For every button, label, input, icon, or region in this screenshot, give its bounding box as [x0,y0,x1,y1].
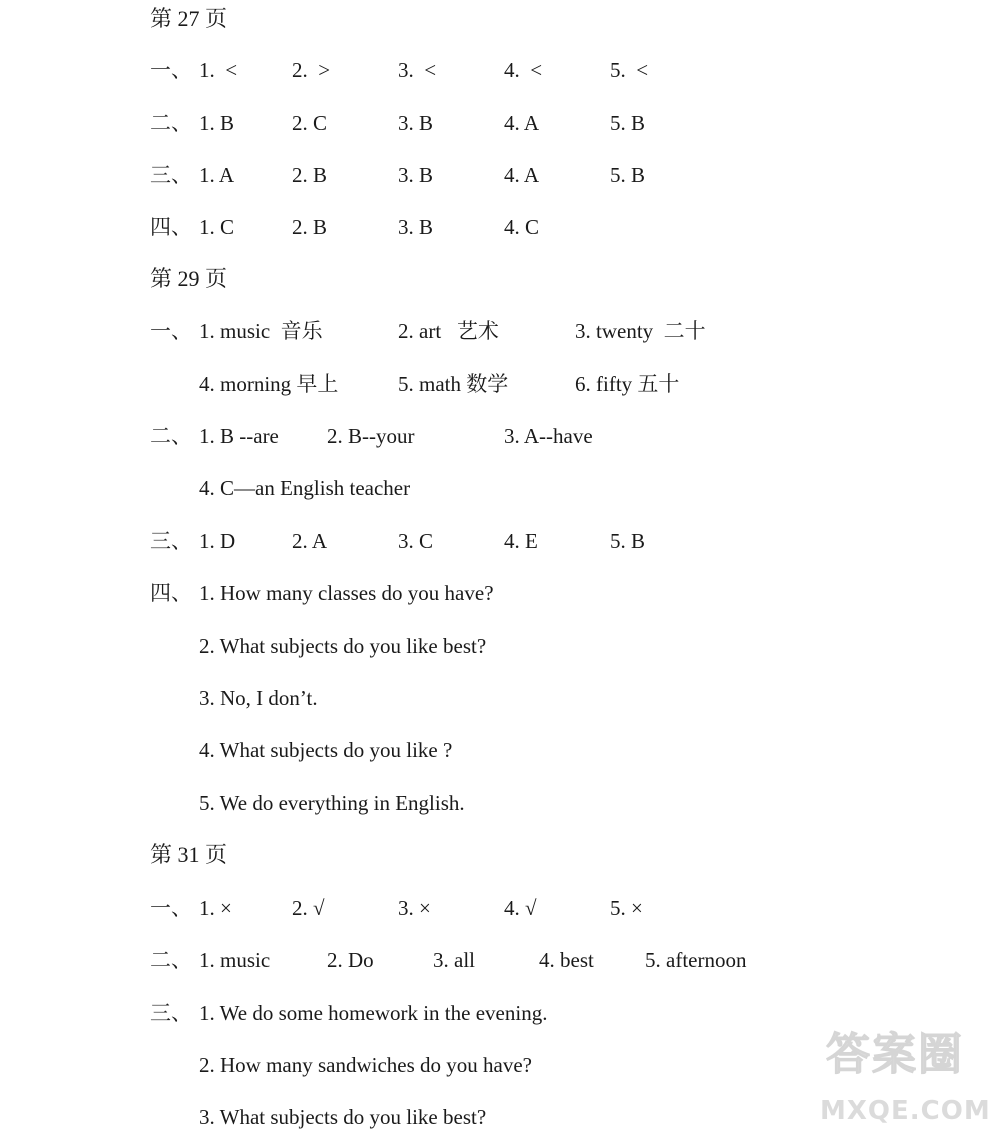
answer-item: 2. Do [327,948,374,972]
page-27-heading-row [0,4,1000,34]
section-label: 一、 [150,319,192,343]
p29-section-2-row-2 [0,473,1000,503]
answer-item: 2. How many sandwiches do you have? [199,1053,533,1077]
answer-item: 3. What subjects do you like best? [199,1105,487,1129]
page-31-heading-row [0,840,1000,870]
answer-item: 4. A [504,111,540,135]
answer-item: 1. × [199,896,232,920]
answer-item: 3. twenty 二十 [575,319,706,343]
answer-item: 3. B [398,111,434,135]
answer-item: 1. < [199,58,238,82]
answer-item: 3. < [398,58,437,82]
p29-section-4-row-1 [0,578,1000,608]
watermark-url: MXQE.COM [820,1096,991,1126]
section-label: 一、 [150,58,192,82]
page-27-heading: 第 27 页 [150,6,228,31]
answer-item: 2. What subjects do you like best? [199,634,487,658]
answer-item: 3. No, I don’t. [199,686,318,710]
answer-item: 1. A [199,163,235,187]
answer-item: 5. < [610,58,649,82]
answer-item: 1. B --are [199,424,279,448]
section-label: 二、 [150,424,192,448]
answer-item: 5. × [610,896,643,920]
answer-item: 2. √ [292,896,325,920]
page-31-heading: 第 31 页 [150,842,228,867]
answer-item: 1. music [199,948,271,972]
p29-section-3 [0,526,1000,556]
answer-item: 1. C [199,215,235,239]
answer-item: 1. How many classes do you have? [199,581,494,605]
section-label: 三、 [150,163,192,187]
section-label: 三、 [150,529,192,553]
answer-item: 3. B [398,215,434,239]
section-label: 二、 [150,948,192,972]
answer-item: 3. B [398,163,434,187]
page-29-heading: 第 29 页 [150,266,228,291]
answer-item: 5. B [610,163,646,187]
answer-item: 2. > [292,58,331,82]
answer-item: 4. C [504,215,540,239]
answer-item: 5. B [610,111,646,135]
p27-section-1 [0,55,1000,85]
p29-section-4-row-4 [0,735,1000,765]
answer-item: 3. A--have [504,424,593,448]
answer-item: 3. × [398,896,431,920]
answer-item: 4. best [539,948,594,972]
answer-item: 4. √ [504,896,537,920]
p31-section-1 [0,893,1000,923]
section-label: 四、 [150,215,192,239]
answer-item: 4. What subjects do you like ? [199,738,453,762]
answer-item: 2. B [292,163,328,187]
answer-item: 4. < [504,58,543,82]
p27-section-3 [0,160,1000,190]
answer-item: 2. art 艺术 [398,319,499,343]
section-label: 四、 [150,581,192,605]
p31-section-2 [0,945,1000,975]
watermark-logo: 答案圈 [826,1029,964,1080]
answer-item: 5. afternoon [645,948,747,972]
answer-item: 3. C [398,529,434,553]
answer-item: 4. E [504,529,538,553]
answer-item: 5. math 数学 [398,372,509,396]
answer-item: 2. C [292,111,328,135]
answer-item: 1. D [199,529,236,553]
answer-item: 1. We do some homework in the evening. [199,1001,548,1025]
section-label: 一、 [150,896,192,920]
answer-item: 4. A [504,163,540,187]
p29-section-4-row-2 [0,631,1000,661]
p27-section-2 [0,108,1000,138]
section-label: 三、 [150,1001,192,1025]
p29-section-1-row-2 [0,369,1000,399]
answer-item: 4. morning 早上 [199,372,339,396]
p29-section-2-row-1 [0,421,1000,451]
answer-item: 3. all [433,948,475,972]
answer-item: 4. C—an English teacher [199,476,411,500]
p29-section-4-row-5 [0,788,1000,818]
answer-item: 2. B [292,215,328,239]
answer-item: 5. B [610,529,646,553]
page-29-heading-row [0,264,1000,294]
answer-item: 2. A [292,529,328,553]
answer-item: 1. music 音乐 [199,319,323,343]
answer-item: 6. fifty 五十 [575,372,680,396]
p29-section-4-row-3 [0,683,1000,713]
answer-item: 5. We do everything in English. [199,791,465,815]
p27-section-4 [0,212,1000,242]
answer-item: 1. B [199,111,235,135]
p29-section-1-row-1 [0,316,1000,346]
section-label: 二、 [150,111,192,135]
watermark [820,1018,995,1133]
answer-item: 2. B--your [327,424,415,448]
